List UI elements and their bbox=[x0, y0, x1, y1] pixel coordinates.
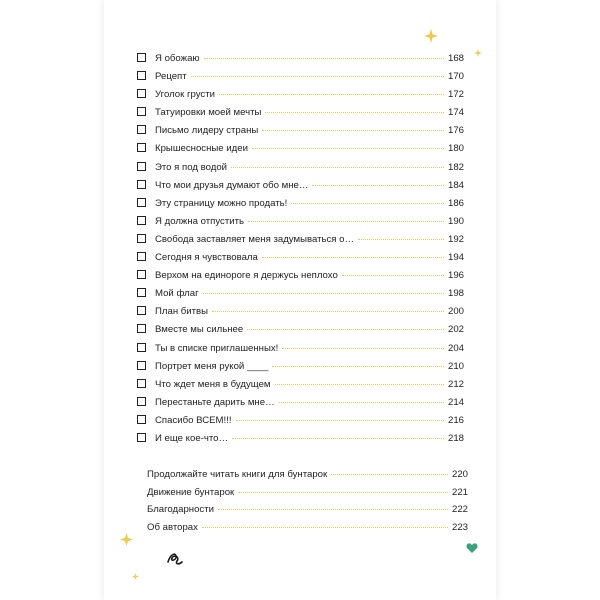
back-matter-row[interactable] bbox=[147, 519, 468, 537]
toc-row[interactable] bbox=[137, 177, 464, 195]
dotted-leader bbox=[204, 58, 444, 59]
toc-title: Рецепт bbox=[155, 71, 187, 83]
page-number: 184 bbox=[447, 179, 464, 191]
dotted-leader bbox=[218, 509, 448, 510]
dotted-leader bbox=[247, 329, 444, 330]
toc-row[interactable] bbox=[137, 86, 464, 104]
checkbox[interactable] bbox=[137, 180, 146, 189]
dotted-leader bbox=[248, 221, 444, 222]
toc-row[interactable] bbox=[137, 358, 464, 376]
toc-row[interactable] bbox=[137, 394, 464, 412]
toc-row[interactable] bbox=[137, 122, 464, 140]
toc-title: Письмо лидеру страны bbox=[155, 125, 259, 137]
dotted-leader bbox=[231, 167, 444, 168]
toc-title: Портрет меня рукой ____ bbox=[155, 360, 269, 372]
small-star-icon bbox=[474, 49, 482, 57]
checkbox[interactable] bbox=[137, 433, 146, 442]
toc-row[interactable] bbox=[137, 195, 464, 213]
toc-title: Верхом на единороге я держусь неплохо bbox=[155, 270, 338, 282]
toc-title: Эту страницу можно продать! bbox=[155, 197, 288, 209]
dotted-leader bbox=[342, 275, 444, 276]
toc-row[interactable] bbox=[137, 303, 464, 321]
toc-title: И еще кое-что… bbox=[155, 432, 229, 444]
toc-title: Крышесносные идеи bbox=[155, 143, 248, 155]
toc-row[interactable] bbox=[137, 430, 464, 448]
dotted-leader bbox=[236, 420, 444, 421]
toc-title: Я обожаю bbox=[155, 53, 200, 64]
checkbox[interactable] bbox=[137, 125, 146, 134]
dotted-leader bbox=[331, 474, 448, 475]
toc-row[interactable] bbox=[137, 68, 464, 86]
checkbox[interactable] bbox=[137, 343, 146, 352]
toc-row[interactable] bbox=[137, 267, 464, 285]
checkbox[interactable] bbox=[137, 379, 146, 388]
toc-row[interactable] bbox=[137, 213, 464, 231]
toc-title: Об авторах bbox=[147, 522, 198, 534]
page-number: 222 bbox=[451, 504, 468, 516]
dotted-leader bbox=[238, 492, 448, 493]
checkbox[interactable] bbox=[137, 306, 146, 315]
toc-title: Это я под водой bbox=[155, 161, 228, 173]
page-number: 176 bbox=[447, 125, 464, 137]
page-number: 198 bbox=[447, 288, 464, 300]
toc-row[interactable] bbox=[137, 321, 464, 339]
checkbox[interactable] bbox=[137, 216, 146, 225]
toc-title: Движение бунтарок bbox=[147, 486, 235, 498]
page-number: 202 bbox=[447, 324, 464, 336]
toc-title: Благодарности bbox=[147, 504, 214, 516]
toc-row[interactable] bbox=[137, 340, 464, 358]
checkbox[interactable] bbox=[137, 415, 146, 424]
squiggle-icon bbox=[166, 549, 184, 567]
star-icon bbox=[120, 533, 133, 546]
page-number: 221 bbox=[451, 486, 468, 498]
toc-title: Что мои друзья думают обо мне… bbox=[155, 179, 309, 191]
small-star-icon bbox=[132, 573, 139, 580]
page-number: 192 bbox=[447, 233, 464, 245]
page-number: 190 bbox=[447, 215, 464, 227]
page-number: 218 bbox=[447, 432, 464, 444]
page-number: 168 bbox=[447, 53, 464, 64]
toc-row[interactable] bbox=[137, 50, 464, 68]
star-icon bbox=[424, 29, 438, 43]
page-number: 172 bbox=[447, 89, 464, 101]
dotted-leader bbox=[219, 94, 444, 95]
page-number: 186 bbox=[447, 197, 464, 209]
back-matter-row[interactable] bbox=[147, 466, 468, 484]
toc-title: Вместе мы сильнее bbox=[155, 324, 244, 336]
dotted-leader bbox=[279, 402, 444, 403]
checkbox[interactable] bbox=[137, 89, 146, 98]
page-number: 216 bbox=[447, 414, 464, 426]
dotted-leader bbox=[282, 348, 444, 349]
dotted-leader bbox=[191, 76, 444, 77]
toc-row[interactable] bbox=[137, 285, 464, 303]
toc-row[interactable] bbox=[137, 104, 464, 122]
page-number: 196 bbox=[447, 270, 464, 282]
toc-row[interactable] bbox=[137, 249, 464, 267]
table-of-contents bbox=[137, 50, 464, 448]
back-matter-row[interactable] bbox=[147, 484, 468, 502]
checkbox[interactable] bbox=[137, 324, 146, 333]
page-number: 214 bbox=[447, 396, 464, 408]
toc-row[interactable] bbox=[137, 140, 464, 158]
checkbox[interactable] bbox=[137, 234, 146, 243]
checkbox[interactable] bbox=[137, 143, 146, 152]
dotted-leader bbox=[212, 311, 444, 312]
dotted-leader bbox=[202, 527, 448, 528]
page-number: 220 bbox=[451, 469, 468, 480]
page-number: 210 bbox=[447, 360, 464, 372]
toc-title: План битвы bbox=[155, 306, 209, 318]
toc-title: Перестаньте дарить мне… bbox=[155, 396, 275, 408]
toc-row[interactable] bbox=[137, 231, 464, 249]
dotted-leader bbox=[252, 148, 444, 149]
dotted-leader bbox=[265, 112, 444, 113]
dotted-leader bbox=[272, 366, 444, 367]
page-number: 212 bbox=[447, 378, 464, 390]
toc-title: Свобода заставляет меня задумываться о… bbox=[155, 233, 355, 245]
toc-title: Татуировки моей мечты bbox=[155, 107, 262, 119]
checkbox[interactable] bbox=[137, 71, 146, 80]
checkbox[interactable] bbox=[137, 107, 146, 116]
toc-row[interactable] bbox=[137, 159, 464, 177]
checkbox[interactable] bbox=[137, 288, 146, 297]
page-number: 170 bbox=[447, 71, 464, 83]
page-number: 223 bbox=[451, 522, 468, 534]
toc-title: Продолжайте читать книги для бунтарок bbox=[147, 469, 328, 480]
dotted-leader bbox=[262, 130, 444, 131]
toc-title: Что ждет меня в будущем bbox=[155, 378, 271, 390]
heart-icon bbox=[466, 542, 478, 554]
toc-title: Уголок грусти bbox=[155, 89, 215, 101]
checkbox[interactable] bbox=[137, 53, 146, 62]
dotted-leader bbox=[232, 438, 444, 439]
dotted-leader bbox=[275, 384, 444, 385]
toc-title: Сегодня я чувствовала bbox=[155, 252, 258, 264]
toc-title: Мой флаг bbox=[155, 288, 199, 300]
checkbox[interactable] bbox=[137, 270, 146, 279]
checkbox[interactable] bbox=[137, 397, 146, 406]
dotted-leader bbox=[203, 293, 444, 294]
toc-title: Ты в списке приглашенных! bbox=[155, 342, 279, 354]
toc-title: Спасибо ВСЕМ!!! bbox=[155, 414, 232, 426]
page-number: 194 bbox=[447, 252, 464, 264]
checkbox[interactable] bbox=[137, 162, 146, 171]
dotted-leader bbox=[312, 185, 444, 186]
toc-row[interactable] bbox=[137, 412, 464, 430]
toc-row[interactable] bbox=[137, 376, 464, 394]
page-number: 182 bbox=[447, 161, 464, 173]
checkbox[interactable] bbox=[137, 198, 146, 207]
page-number: 200 bbox=[447, 306, 464, 318]
page-number: 174 bbox=[447, 107, 464, 119]
toc-title: Я должна отпустить bbox=[155, 215, 244, 227]
page-number: 204 bbox=[447, 342, 464, 354]
dotted-leader bbox=[291, 203, 444, 204]
back-matter-row[interactable] bbox=[147, 501, 468, 519]
back-matter-list bbox=[147, 466, 468, 537]
checkbox[interactable] bbox=[137, 361, 146, 370]
page-number: 180 bbox=[447, 143, 464, 155]
dotted-leader bbox=[358, 239, 444, 240]
dotted-leader bbox=[262, 257, 444, 258]
checkbox[interactable] bbox=[137, 252, 146, 261]
